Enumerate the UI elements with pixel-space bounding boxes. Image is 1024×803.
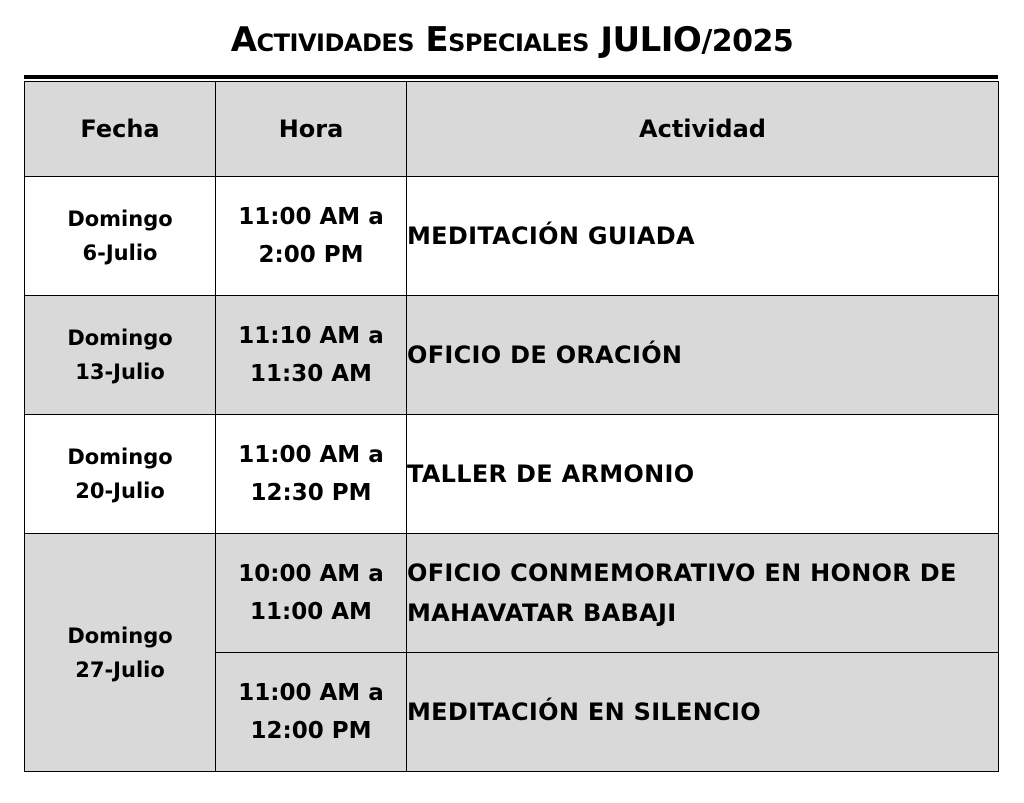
table-row bbox=[25, 177, 999, 296]
hora-cell bbox=[216, 177, 407, 296]
fecha-day: Domingo bbox=[67, 207, 173, 231]
fecha-date: 6-Julio bbox=[82, 241, 158, 265]
header-fecha: Fecha bbox=[25, 82, 216, 177]
fecha-cell bbox=[25, 534, 216, 772]
actividad-cell bbox=[407, 534, 999, 653]
header-actividad: Actividad bbox=[407, 82, 999, 177]
hora-end: 2:00 PM bbox=[258, 242, 364, 268]
hora-cell bbox=[216, 534, 407, 653]
hora-cell bbox=[216, 415, 407, 534]
page-title bbox=[0, 18, 1024, 64]
header-hora: Hora bbox=[216, 82, 407, 177]
table-row bbox=[25, 296, 999, 415]
fecha-cell bbox=[25, 415, 216, 534]
title-part-month: JULIO bbox=[600, 20, 702, 60]
actividad-cell: MEDITACIÓN EN SILENCIO bbox=[407, 653, 999, 772]
hora-cell bbox=[216, 296, 407, 415]
hora-start: 11:10 AM a bbox=[238, 323, 384, 349]
hora-cell bbox=[216, 653, 407, 772]
table-row bbox=[25, 415, 999, 534]
hora-start: 11:00 AM a bbox=[238, 680, 384, 706]
table-header-row bbox=[25, 82, 999, 177]
fecha-day: Domingo bbox=[67, 445, 173, 469]
actividad-cell: TALLER DE ARMONIO bbox=[407, 415, 999, 534]
fecha-cell bbox=[25, 177, 216, 296]
hora-start: 11:00 AM a bbox=[238, 204, 384, 230]
actividad-cell: OFICIO DE ORACIÓN bbox=[407, 296, 999, 415]
actividad-line: OFICIO CONMEMORATIVO EN HONOR DE bbox=[407, 559, 957, 587]
fecha-date: 20-Julio bbox=[75, 479, 165, 503]
title-part-actividades: Actividades Especiales bbox=[230, 20, 589, 60]
fecha-day: Domingo bbox=[67, 623, 173, 648]
actividad-cell: MEDITACIÓN GUIADA bbox=[407, 177, 999, 296]
table-row bbox=[25, 534, 999, 653]
hora-end: 12:00 PM bbox=[250, 718, 372, 744]
actividad-line: MAHAVATAR BABAJI bbox=[407, 599, 677, 627]
fecha-date: 13-Julio bbox=[75, 360, 165, 384]
hora-start: 10:00 AM a bbox=[238, 561, 384, 587]
title-part-year: /2025 bbox=[701, 24, 794, 59]
hora-start: 11:00 AM a bbox=[238, 442, 384, 468]
schedule-table bbox=[24, 81, 999, 772]
fecha-date: 27-Julio bbox=[75, 657, 165, 682]
hora-end: 11:00 AM bbox=[250, 599, 372, 625]
hora-end: 12:30 PM bbox=[250, 480, 372, 506]
fecha-day: Domingo bbox=[67, 326, 173, 350]
title-rule bbox=[24, 75, 998, 79]
fecha-cell bbox=[25, 296, 216, 415]
hora-end: 11:30 AM bbox=[250, 361, 372, 387]
